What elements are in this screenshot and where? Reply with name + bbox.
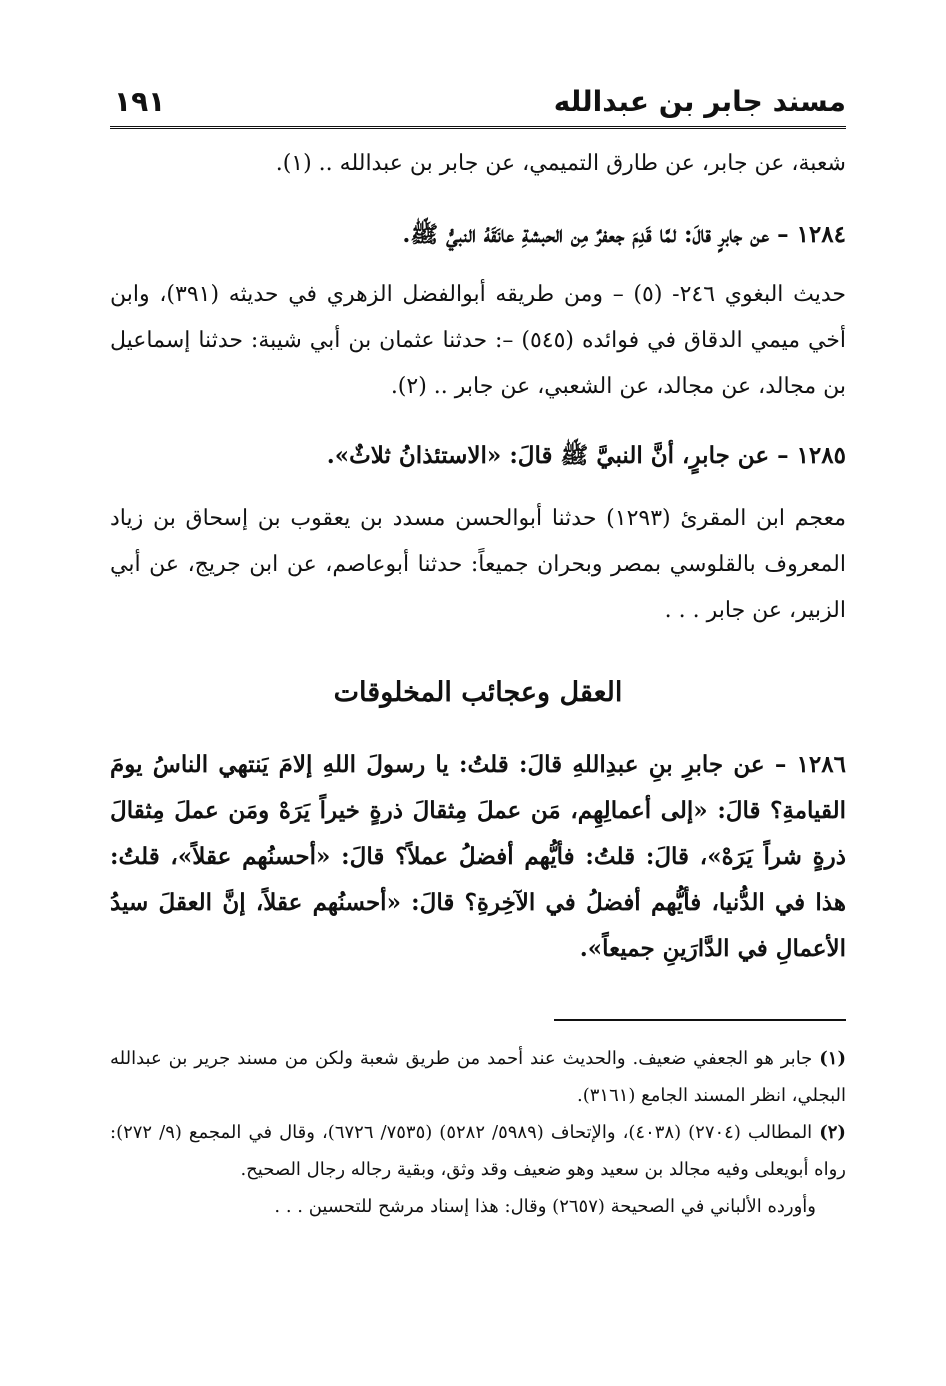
footnote-number: (١) — [819, 1048, 846, 1069]
hadith-number: ١٢٨٥ – — [777, 442, 846, 469]
hadith-1285 — [110, 433, 846, 479]
footnote-divider — [554, 1019, 846, 1021]
footnote-text: المطالب (٢٧٠٤) (٤٠٣٨)، والإتحاف (٥٩٨٩/ ٥٢٨٢) (٧٥٣٥/ ٦٧٢٦)، وقال في المجمع (٩/ ٢٧٢): رواه أبويعلى وفيه مجالد بن سعيد وهو ضعيف وقد وثق، وبقية رجاله رجال الصحيح. — [110, 1122, 846, 1180]
hadith-text: عن جابرٍ قالَ: لمَّا قَدِمَ جعفرٌ مِن الحبشةِ عانَقَهُ النبيُّ ﷺ. — [402, 221, 770, 248]
page-header — [110, 82, 846, 129]
page-number: ١٩١ — [114, 85, 166, 118]
hadith-1284-source: حديث البغوي ٢٤٦- (٥) – ومن طريقه أبوالفضل الزهري في حديثه (٣٩١)، وابن أخي ميمي الدقاق في فوائده (٥٤٥) –: حدثنا عثمان بن أبي شيبة: حدثنا إسماعيل بن مجالد، عن مجالد، عن الشعبي، عن جابر .. (٢). — [110, 282, 847, 399]
hadith-1286 — [110, 742, 846, 972]
hadith-number: ١٢٨٦ – — [774, 751, 846, 778]
footnote-2 — [110, 1114, 846, 1188]
hadith-1284 — [110, 212, 846, 258]
footnote-2-continuation: وأورده الألباني في الصحيحة (٢٦٥٧) وقال: هذا إسناد مرشح للتحسين . . . — [274, 1196, 816, 1217]
section-title: العقل وعجائب المخلوقات — [333, 677, 623, 708]
footnote-text: جابر هو الجعفي ضعيف. والحديث عند أحمد من طريق شعبة ولكن من مسند جرير بن عبدالله البجلي، انظر المسند الجامع (٣١٦١). — [110, 1048, 846, 1106]
hadith-text: عن جابرٍ، أنَّ النبيَّ ﷺ قالَ: «الاستئذانُ ثلاثٌ». — [326, 442, 770, 469]
footnote-number: (٢) — [819, 1122, 846, 1143]
running-title: مسند جابر بن عبدالله — [553, 85, 846, 118]
footnotes — [110, 1040, 846, 1225]
hadith-number: ١٢٨٤ – — [777, 221, 846, 248]
footnote-1 — [110, 1040, 846, 1114]
hadith-1285-source: معجم ابن المقرئ (١٢٩٣) حدثنا أبوالحسن مسدد بن يعقوب بن إسحاق بن زياد المعروف بالقلوسي بمصر وبحران جميعاً: حدثنا أبوعاصم، عن ابن جريج، عن أبي الزبير، عن جابر . . . — [110, 506, 847, 623]
continuation-text: شعبة، عن جابر، عن طارق التميمي، عن جابر بن عبدالله .. (١). — [275, 151, 846, 176]
hadith-text: عن جابرِ بنِ عبدِاللهِ قالَ: قلتُ: يا رسولَ اللهِ إلامَ يَنتهي الناسُ يومَ القيامةِ؟ قالَ: «إلى أعمالِهِم، مَن عملَ مِثقالَ ذرةٍ خيراً يَرَهْ ومَن عملَ مِثقالَ ذرةٍ شراً يَرَهْ»، قالَ: قلتُ: فأيُّهم أفضلُ عملاً؟ قالَ: «أحسنُهم عقلاً»، قلتُ: هذا في الدُّنيا، فأيُّهم أفضلُ في الآخِرةِ؟ قالَ: «أحسنُهم عقلاً، إنَّ العقلَ سيدُ الأعمالِ في الدَّارَينِ جميعاً». — [110, 751, 846, 962]
